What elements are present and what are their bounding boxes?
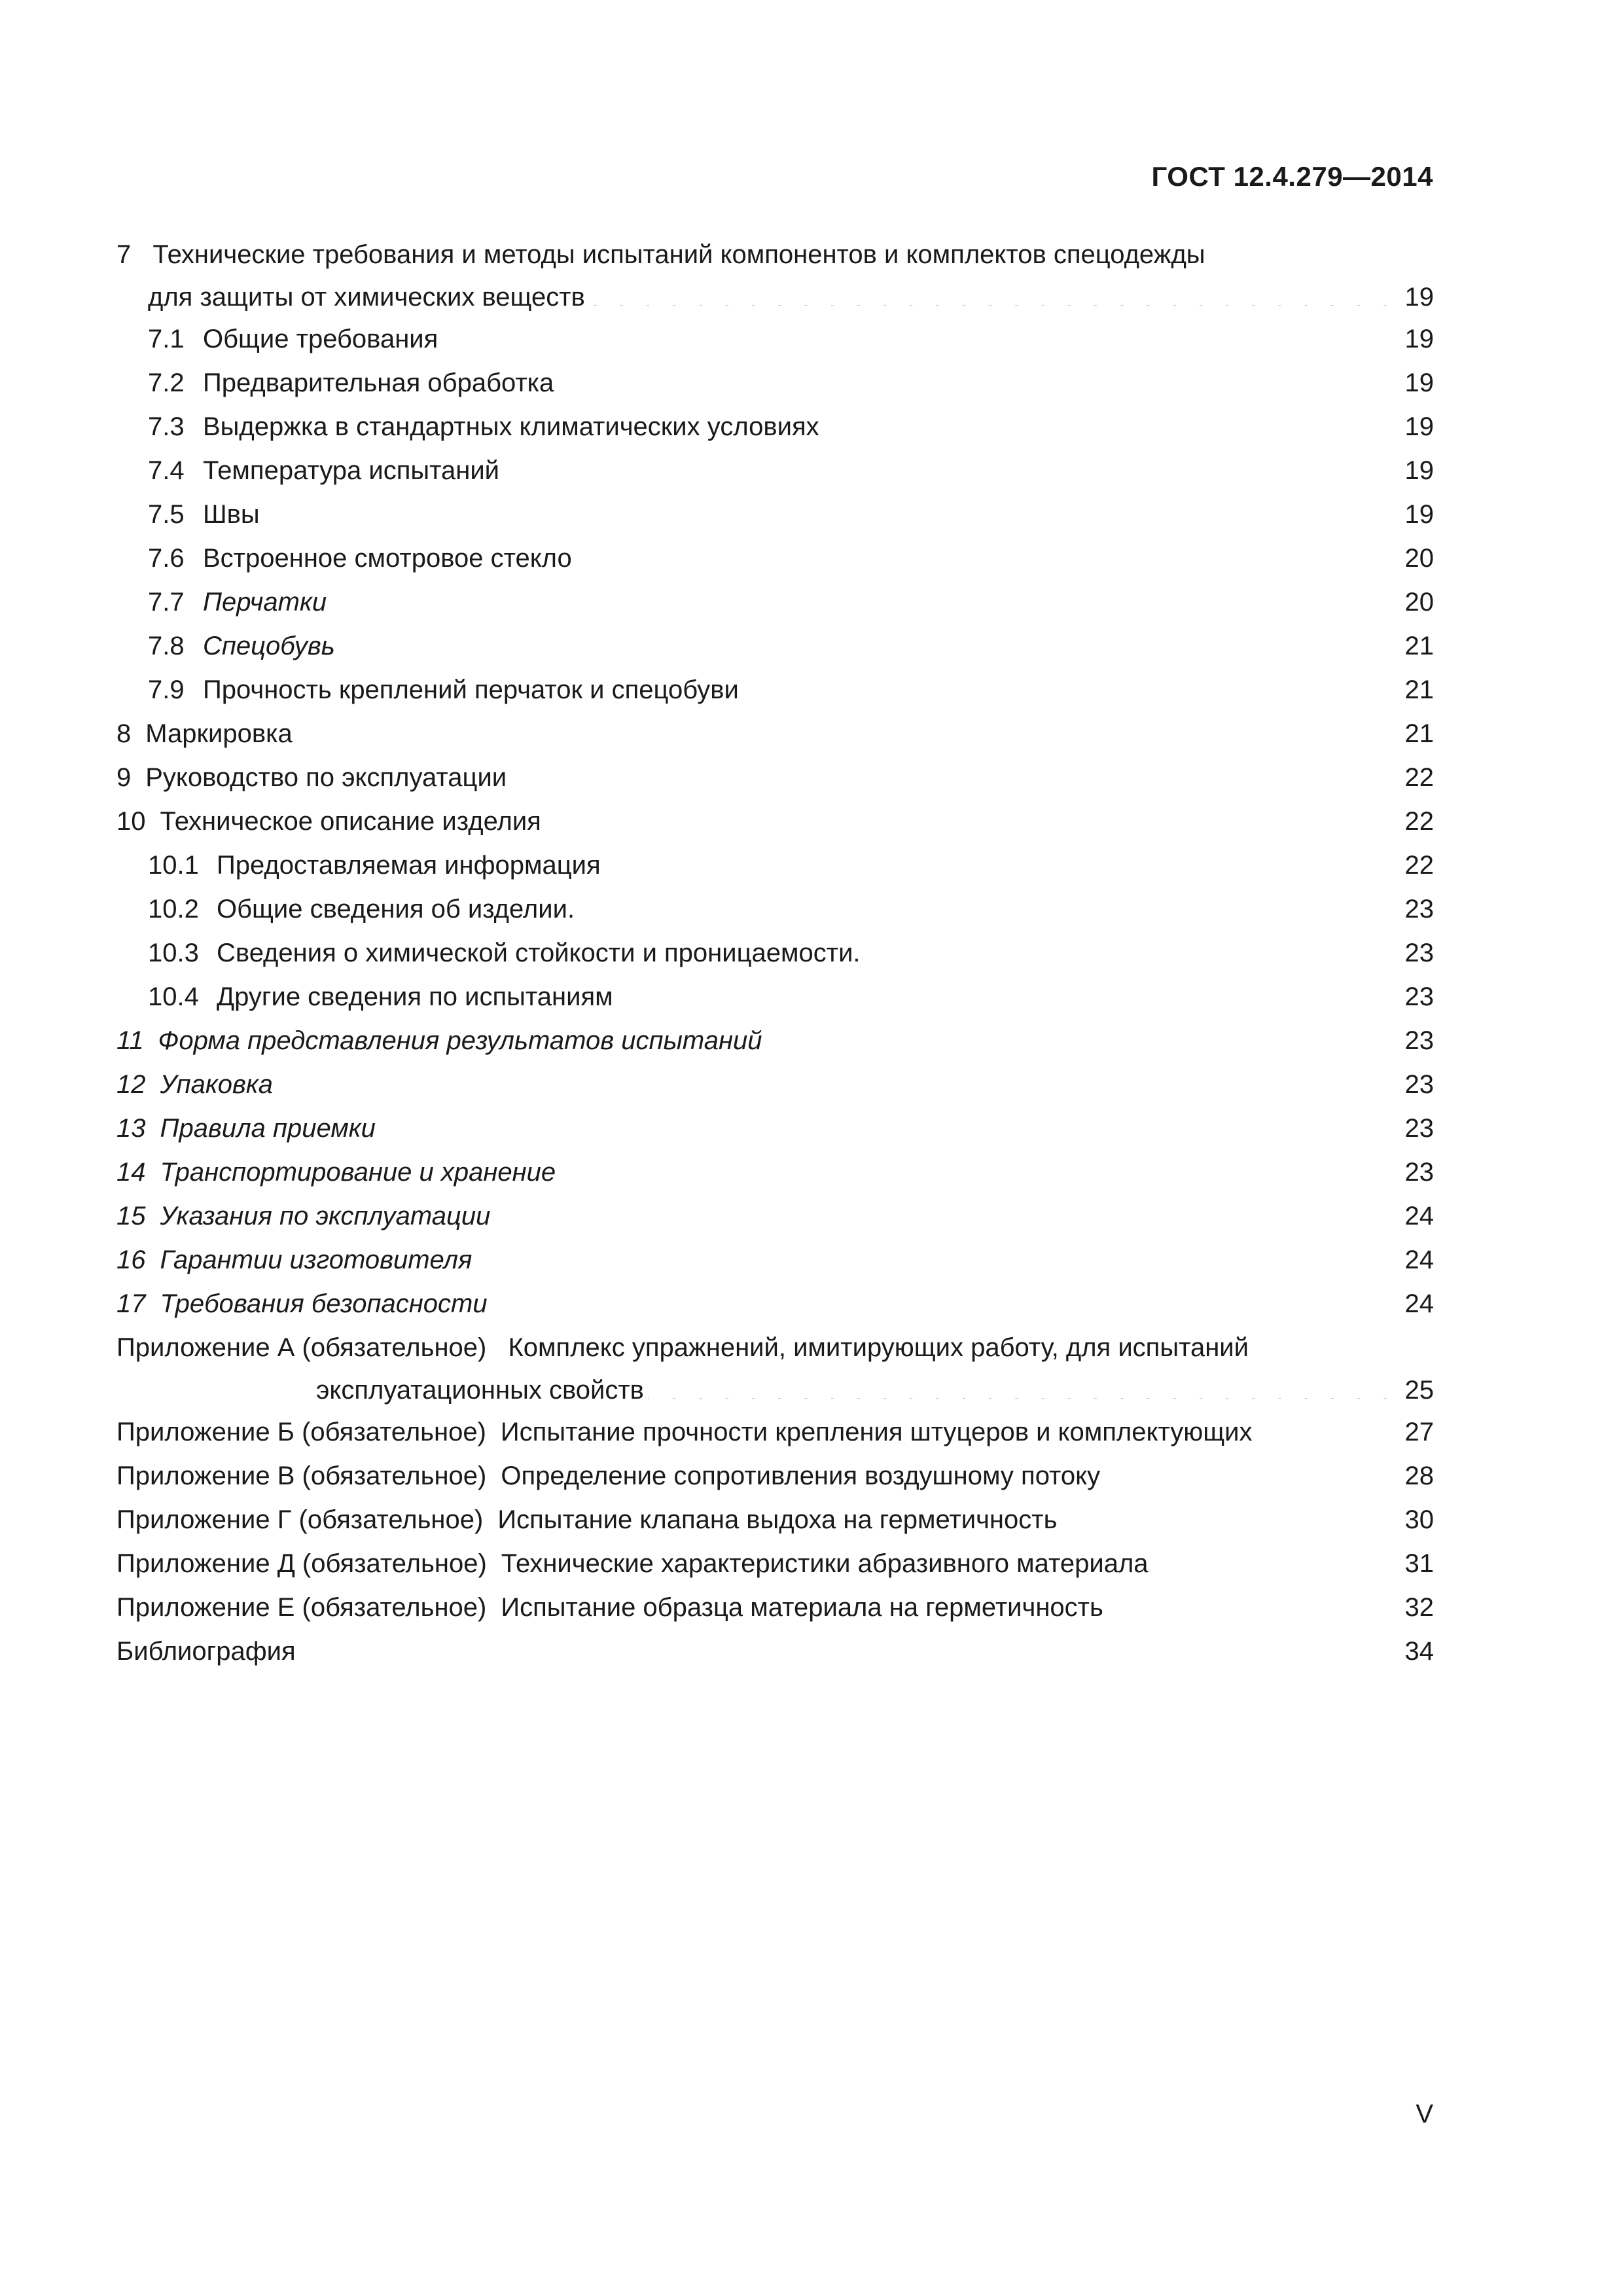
toc-title: Выдержка в стандартных климатических условиях: [203, 412, 819, 441]
toc-number: 12: [116, 1070, 146, 1099]
toc-page: 23: [1404, 1158, 1434, 1187]
toc-number: 17: [116, 1289, 146, 1318]
toc-page: 19: [1404, 412, 1434, 441]
appendix-label: Приложение А (обязательное): [116, 1333, 487, 1362]
dot-leader: [442, 321, 1395, 348]
toc-entry-10-2[interactable]: [116, 888, 1434, 931]
dot-leader: [296, 716, 1395, 742]
toc-entry-appendix-d[interactable]: [116, 1542, 1434, 1586]
toc-entry-15[interactable]: [116, 1194, 1434, 1238]
appendix-label: Приложение Д (обязательное): [116, 1549, 487, 1578]
toc-number: 7.7: [148, 588, 185, 617]
toc-entry-7-6[interactable]: [116, 537, 1434, 581]
toc-title: Температура испытаний: [203, 456, 500, 485]
dot-leader: [380, 1111, 1395, 1137]
toc-title: Упаковка: [160, 1070, 274, 1099]
toc-number: 16: [116, 1246, 146, 1274]
dot-leader: [648, 1372, 1395, 1399]
toc-title: Комплекс упражнений, имитирующих работу, для испытаний: [508, 1333, 1249, 1362]
toc-number: 14: [116, 1158, 146, 1187]
toc-entry-16[interactable]: [116, 1238, 1434, 1282]
toc-page: 23: [1404, 1026, 1434, 1055]
toc-entry-appendix-v[interactable]: [116, 1454, 1434, 1498]
toc-page: 19: [1404, 456, 1434, 485]
toc-number: 7.3: [148, 412, 185, 441]
toc-page: 24: [1404, 1246, 1434, 1274]
toc-page: 23: [1404, 1114, 1434, 1143]
toc-page: 21: [1404, 632, 1434, 660]
toc-entry-appendix-b[interactable]: [116, 1410, 1434, 1454]
dot-leader: [865, 935, 1395, 961]
toc-page: 19: [1404, 325, 1434, 353]
dot-leader: [560, 1155, 1395, 1181]
dot-leader: [545, 804, 1395, 830]
toc-page: 21: [1404, 719, 1434, 748]
toc-entry-10[interactable]: [116, 800, 1434, 844]
toc-page: 19: [1404, 283, 1434, 312]
toc-number: 8: [116, 719, 132, 748]
toc-title: Указания по эксплуатации: [160, 1202, 491, 1230]
dot-leader: [766, 1023, 1395, 1049]
toc-title: Библиография: [116, 1637, 296, 1666]
toc-entry-bibliography[interactable]: [116, 1630, 1434, 1674]
toc-title: Общие требования: [203, 325, 438, 353]
appendix-label: Приложение Г (обязательное): [116, 1505, 484, 1534]
toc-title: Прочность креплений перчаток и спецобуви: [203, 675, 739, 704]
dot-leader: [510, 760, 1395, 786]
toc-title: Испытание клапана выдоха на герметичность: [497, 1505, 1058, 1534]
dot-leader: [494, 1198, 1395, 1225]
toc-number: 7.2: [148, 368, 185, 397]
toc-number: 10: [116, 807, 146, 836]
toc-number: 11: [116, 1026, 144, 1055]
dot-leader: [300, 1634, 1395, 1660]
dot-leader: [1104, 1458, 1395, 1484]
toc-title: Технические требования и методы испытаний компонентов и комплектов спецодежды: [152, 240, 1205, 269]
toc-title: Швы: [203, 500, 260, 529]
toc-entry-17[interactable]: [116, 1282, 1434, 1326]
toc-entry-7-3[interactable]: [116, 405, 1434, 449]
toc-entry-appendix-g[interactable]: [116, 1498, 1434, 1542]
toc-number: 7.8: [148, 632, 185, 660]
toc-entry-appendix-a[interactable]: [116, 1326, 1434, 1410]
toc-entry-8[interactable]: [116, 712, 1434, 756]
toc-title: Техническое описание изделия: [160, 807, 541, 836]
toc-page: 23: [1404, 1070, 1434, 1099]
dot-leader: [1152, 1546, 1395, 1572]
toc-title: Предоставляемая информация: [217, 851, 601, 880]
toc-entry-7[interactable]: [116, 233, 1434, 317]
toc-title: Технические характеристики абразивного материала: [501, 1549, 1149, 1578]
toc-title: Определение сопротивления воздушному потоку: [501, 1462, 1101, 1490]
dot-leader: [339, 628, 1395, 655]
toc-entry-appendix-e[interactable]: [116, 1586, 1434, 1630]
toc-number: 7.6: [148, 544, 185, 573]
table-of-contents: [116, 233, 1434, 1674]
toc-number: 7.1: [148, 325, 185, 353]
toc-number: 7.4: [148, 456, 185, 485]
toc-title: Гарантии изготовителя: [160, 1246, 473, 1274]
toc-page: 23: [1404, 982, 1434, 1011]
toc-page: 23: [1404, 895, 1434, 924]
toc-entry-9[interactable]: [116, 756, 1434, 800]
toc-entry-14[interactable]: [116, 1151, 1434, 1194]
toc-title: Транспортирование и хранение: [160, 1158, 556, 1187]
dot-leader: [823, 409, 1395, 435]
toc-entry-7-2[interactable]: [116, 361, 1434, 405]
dot-leader: [491, 1286, 1395, 1312]
toc-entry-10-4[interactable]: [116, 975, 1434, 1019]
toc-number: 10.3: [148, 939, 199, 967]
toc-number: 10.2: [148, 895, 199, 924]
toc-page: 21: [1404, 675, 1434, 704]
toc-title: Перчатки: [203, 588, 327, 617]
dot-leader: [558, 365, 1395, 391]
dot-leader: [1061, 1502, 1395, 1528]
toc-page: 19: [1404, 500, 1434, 529]
toc-entry-7-7[interactable]: [116, 581, 1434, 624]
toc-entry-10-1[interactable]: [116, 844, 1434, 888]
toc-title: Форма представления результатов испытаний: [158, 1026, 762, 1055]
toc-entry-7-1[interactable]: [116, 317, 1434, 361]
toc-page: 22: [1404, 851, 1434, 880]
toc-title: Требования безопасности: [160, 1289, 488, 1318]
toc-page: 25: [1404, 1376, 1434, 1405]
page-number: V: [1416, 2100, 1433, 2128]
dot-leader: [503, 453, 1395, 479]
appendix-label: Приложение Б (обязательное): [116, 1418, 486, 1446]
dot-leader: [476, 1242, 1395, 1268]
dot-leader: [1107, 1590, 1395, 1616]
toc-page: 22: [1404, 807, 1434, 836]
dot-leader: [576, 541, 1395, 567]
appendix-label: Приложение Е (обязательное): [116, 1593, 487, 1622]
toc-title-continuation: для защиты от химических веществ: [148, 283, 585, 312]
toc-title: Испытание образца материала на герметичность: [501, 1593, 1103, 1622]
toc-page: 30: [1404, 1505, 1434, 1534]
toc-page: 20: [1404, 588, 1434, 617]
toc-entry-7-8[interactable]: [116, 624, 1434, 668]
toc-number: 10.4: [148, 982, 199, 1011]
appendix-label: Приложение В (обязательное): [116, 1462, 487, 1490]
toc-page: 28: [1404, 1462, 1434, 1490]
toc-title: Спецобувь: [203, 632, 335, 660]
toc-page: 20: [1404, 544, 1434, 573]
toc-title: Сведения о химической стойкости и проницаемости.: [217, 939, 861, 967]
toc-page: 34: [1404, 1637, 1434, 1666]
toc-page: 32: [1404, 1593, 1434, 1622]
toc-title: Руководство по эксплуатации: [145, 763, 507, 792]
toc-entry-11[interactable]: [116, 1019, 1434, 1063]
toc-number: 15: [116, 1202, 146, 1230]
toc-page: 19: [1404, 368, 1434, 397]
toc-entry-13[interactable]: [116, 1107, 1434, 1151]
toc-entry-7-9[interactable]: [116, 668, 1434, 712]
dot-leader: [617, 979, 1395, 1005]
toc-title: Предварительная обработка: [203, 368, 554, 397]
toc-entry-12[interactable]: [116, 1063, 1434, 1107]
toc-number: 9: [116, 763, 132, 792]
toc-title: Испытание прочности крепления штуцеров и комплектующих: [500, 1418, 1253, 1446]
toc-entry-10-3[interactable]: [116, 931, 1434, 975]
toc-title: Маркировка: [145, 719, 293, 748]
dot-leader: [579, 891, 1395, 918]
toc-page: 24: [1404, 1202, 1434, 1230]
dot-leader: [330, 584, 1395, 611]
toc-title: Общие сведения об изделии.: [217, 895, 575, 924]
toc-page: 31: [1404, 1549, 1434, 1578]
toc-entry-7-4[interactable]: [116, 449, 1434, 493]
toc-title: Встроенное смотровое стекло: [203, 544, 572, 573]
dot-leader: [589, 279, 1395, 306]
toc-number: 7.9: [148, 675, 185, 704]
toc-title: Другие сведения по испытаниям: [217, 982, 613, 1011]
document-header: ГОСТ 12.4.279—2014: [1151, 161, 1433, 192]
toc-page: 23: [1404, 939, 1434, 967]
toc-entry-7-5[interactable]: [116, 493, 1434, 537]
dot-leader: [743, 672, 1395, 698]
toc-title-continuation: эксплуатационных свойств: [316, 1376, 644, 1405]
dot-leader: [605, 848, 1395, 874]
dot-leader: [1256, 1414, 1395, 1441]
dot-leader: [277, 1067, 1395, 1093]
toc-number: 10.1: [148, 851, 199, 880]
dot-leader: [264, 497, 1395, 523]
toc-page: 27: [1404, 1418, 1434, 1446]
toc-page: 24: [1404, 1289, 1434, 1318]
toc-title: Правила приемки: [160, 1114, 376, 1143]
toc-number: 7.5: [148, 500, 185, 529]
toc-page: 22: [1404, 763, 1434, 792]
toc-number: 13: [116, 1114, 146, 1143]
toc-number: 7: [116, 240, 132, 269]
